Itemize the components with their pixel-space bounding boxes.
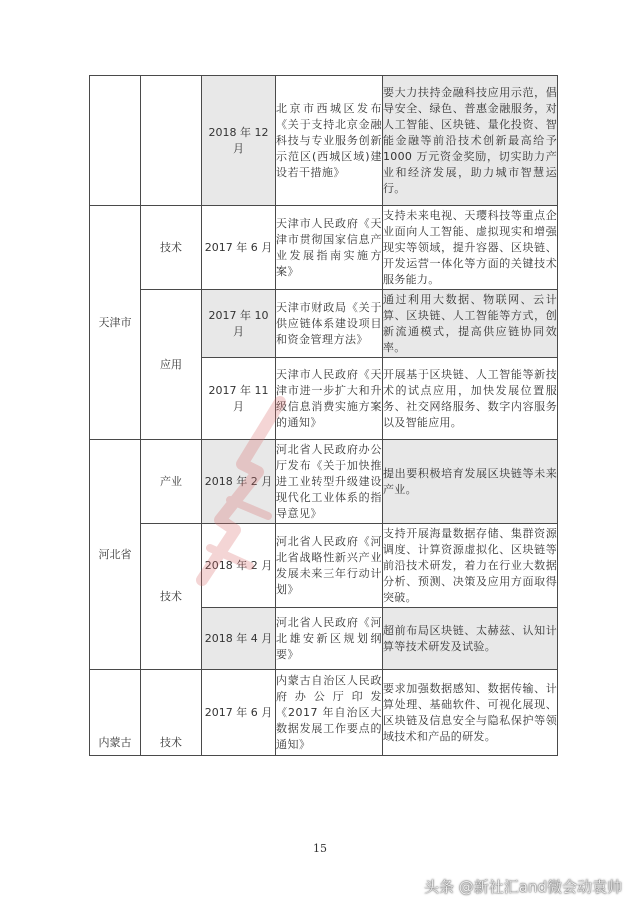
description-cell: 要大力扶持金融科技应用示范，倡导安全、绿色、普惠金融服务，对人工智能、区块链、量化投资、智能金融等前沿技术创新最高给予 1000 万元资金奖励，切实助力产业和经济发展，助力城市智慧运行。 bbox=[383, 76, 558, 206]
date-cell: 2018 年 2 月 bbox=[202, 440, 276, 524]
policy-cell: 河北省人民政府《河北雄安新区规划纲要》 bbox=[276, 608, 383, 670]
region-cell: 内蒙古 bbox=[90, 670, 141, 756]
table-row bbox=[90, 206, 558, 290]
region-cell-empty bbox=[90, 76, 141, 206]
region-cell: 河北省 bbox=[90, 440, 141, 670]
table-row bbox=[90, 76, 558, 206]
date-cell: 2017 年 6 月 bbox=[202, 670, 276, 756]
category-cell: 产业 bbox=[141, 440, 202, 524]
description-cell: 提出要积极培育发展区块链等未来产业。 bbox=[383, 440, 558, 524]
table-row bbox=[90, 290, 558, 358]
table-row bbox=[90, 670, 558, 756]
policy-cell: 天津市人民政府《天津市贯彻国家信息产业发展指南实施方案》 bbox=[276, 206, 383, 290]
page-number: 15 bbox=[313, 842, 327, 855]
date-cell: 2017 年 10 月 bbox=[202, 290, 276, 358]
category-cell: 技术 bbox=[141, 524, 202, 670]
table-row bbox=[90, 440, 558, 524]
description-cell: 超前布局区块链、太赫兹、认知计算等技术研发及试验。 bbox=[383, 608, 558, 670]
category-cell: 技术 bbox=[141, 670, 202, 756]
category-cell-empty bbox=[141, 76, 202, 206]
date-cell: 2018 年 2 月 bbox=[202, 524, 276, 608]
policy-cell: 天津市财政局《关于供应链体系建设项目和资金管理方法》 bbox=[276, 290, 383, 358]
date-cell: 2017 年 11 月 bbox=[202, 358, 276, 440]
policy-cell: 河北省人民政府办公厅发布《关于加快推进工业转型升级建设现代化工业体系的指导意见》 bbox=[276, 440, 383, 524]
description-cell: 开展基于区块链、人工智能等新技术的试点应用，加快发展位置服务、社交网络服务、数字内容服务以及智能应用。 bbox=[383, 358, 558, 440]
footer-credit: 头条 @新社汇and微会动袁帅 bbox=[424, 878, 622, 896]
date-cell: 2017 年 6 月 bbox=[202, 206, 276, 290]
category-cell: 应用 bbox=[141, 290, 202, 440]
date-cell: 2018 年 12 月 bbox=[202, 76, 276, 206]
description-cell: 支持未来电视、天璎科技等重点企业面向人工智能、虚拟现实和增强现实等领域，提升容器、区块链、开发运营一体化等方面的关键技术服务能力。 bbox=[383, 206, 558, 290]
table-row bbox=[90, 524, 558, 608]
description-cell: 通过利用大数据、物联网、云计算、区块链、人工智能等方式，创新流通模式，提高供应链协同效率。 bbox=[383, 290, 558, 358]
date-cell: 2018 年 4 月 bbox=[202, 608, 276, 670]
description-cell: 支持开展海量数据存储、集群资源调度、计算资源虚拟化、区块链等前沿技术研发，着力在行业大数据分析、预测、决策及应用方面取得突破。 bbox=[383, 524, 558, 608]
category-cell: 技术 bbox=[141, 206, 202, 290]
policy-cell: 天津市人民政府《天津市进一步扩大和升级信息消费实施方案的通知》 bbox=[276, 358, 383, 440]
description-cell: 要求加强数据感知、数据传输、计算处理、基础软件、可视化展现、区块链及信息安全与隐私保护等领域技术和产品的研发。 bbox=[383, 670, 558, 756]
policy-cell: 北京市西城区发布《关于支持北京金融科技与专业服务创新示范区(西城区域)建设若干措施》 bbox=[276, 76, 383, 206]
region-cell: 天津市 bbox=[90, 206, 141, 440]
policy-cell: 河北省人民政府《河北省战略性新兴产业发展未来三年行动计划》 bbox=[276, 524, 383, 608]
policy-table bbox=[89, 75, 558, 756]
policy-cell: 内蒙古自治区人民政府办公厅印发《2017 年自治区大数据发展工作要点的通知》 bbox=[276, 670, 383, 756]
